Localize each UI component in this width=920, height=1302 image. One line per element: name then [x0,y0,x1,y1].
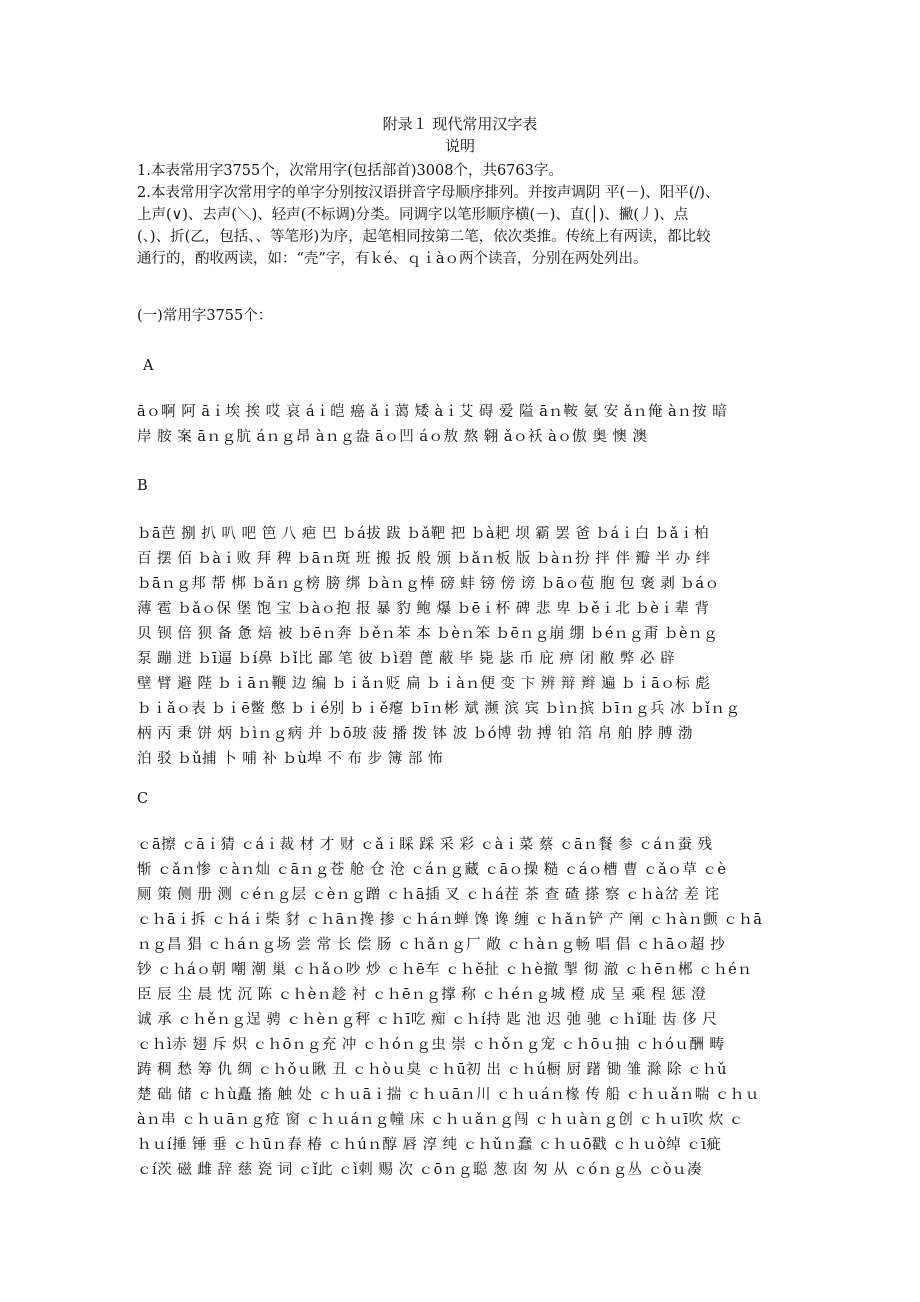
section-heading: (一)常用字3755个： [137,308,273,324]
char-line: ｈｕí捶 锤 垂 ｃｈūｎ春 椿 ｃｈúｎ醇 唇 淳 纯 ｃｈǔｎ蠢 ｃｈｕō戳 ｃｈｕò绰 ｃī疵 [137,1137,722,1153]
document-title: 附录１ 现代常用汉字表 [382,115,538,133]
char-line: ｃｈì赤 翅 斥 炽 ｃｈōｎｇ充 冲 ｃｈóｎｇ虫 崇 ｃｈǒｎｇ宠 ｃｈōｕ抽 ｃｈóｕ酬 畴 [137,1037,725,1053]
note-line: 1.本表常用字3755个，次常用字(包括部首)3008个，共6763字。 [137,163,563,179]
char-line: ｃā擦 ｃāｉ猜 ｃáｉ裁 材 才 财 ｃǎｉ睬 踩 采 彩 ｃàｉ菜 蔡 ｃāｎ餐 参 ｃáｎ蚕 残 [137,837,713,853]
char-line: 贝 钡 倍 狈 备 惫 焙 被 ｂēｎ奔 ｂěｎ苯 本 ｂèｎ笨 ｂēｎｇ崩 绷 ｂéｎｇ甭 ｂèｎｇ [137,626,719,642]
char-line: 惭 ｃǎｎ惨 ｃàｎ灿 ｃāｎｇ苍 舱 仓 沧 ｃáｎｇ藏 ｃāｏ操 糙 ｃáｏ槽 曹 ｃǎｏ草 ｃè [137,862,727,878]
char-line: ｎｇ昌 猖 ｃｈáｎｇ场 尝 常 长 偿 肠 ｃｈǎｎｇ厂 敞 ｃｈàｎｇ畅 唱 倡 ｃｈāｏ超 抄 [137,937,726,953]
document-subtitle: 说明 [444,137,475,155]
note-line: 上声(∨)、去声(＼)、轻声(不标调)分类。同调字以笔形顺序横(－)、直(│)、撇(丿)、点 [137,207,689,223]
char-line: ｃí茨 磁 雌 辞 慈 瓷 词 ｃǐ此 ｃì刺 赐 次 ｃōｎｇ聪 葱 囱 匆 从 ｃóｎｇ丛 ｃòｕ凑 [137,1162,702,1178]
note-line: 通行的，酌收两读，如：“壳”字，有ｋé、ｑｉàｏ两个读音，分别在两处列出。 [137,251,648,267]
char-line: 楚 础 储 ｃｈù矗 搐 触 处 ｃｈｕāｉ揣 ｃｈｕāｎ川 ｃｈｕáｎ椽 传 船 ｃｈｕǎｎ喘 ｃｈｕ [137,1087,760,1103]
char-line: 百 摆 佰 ｂàｉ败 拜 稗 ｂāｎ斑 班 搬 扳 般 颁 ｂǎｎ板 版 ｂàｎ扮 拌 伴 瓣 半 办 绊 [137,551,711,567]
note-line: 2.本表常用字次常用字的单字分别按汉语拼音字母顺序排列。并按声调阴 平(－)、阳平(/)、 [137,185,720,201]
char-line: 钞 ｃｈáｏ朝 嘲 潮 巢 ｃｈǎｏ吵 炒 ｃｈē车 ｃｈě扯 ｃｈè撤 掣 彻 澈 ｃｈēｎ郴 ｃｈéｎ [137,962,753,978]
char-line: 臣 辰 尘 晨 忱 沉 陈 ｃｈèｎ趁 衬 ｃｈēｎｇ撑 称 ｃｈéｎｇ城 橙 成 呈 乘 程 惩 澄 [137,987,707,1003]
notes-block [137,160,827,270]
char-line: 踌 稠 愁 筹 仇 绸 ｃｈǒｕ瞅 丑 ｃｈòｕ臭 ｃｈū初 出 ｃｈú橱 厨 躇 锄 雏 滁 除 ｃｈǔ [137,1062,727,1078]
char-line: āｏ啊 阿 āｉ埃 挨 哎 哀 áｉ皑 癌 ǎｉ蔼 矮 àｉ艾 碍 爱 隘 āｎ鞍 氨 安 ǎｎ俺 àｎ按 暗 [137,404,728,420]
section-letter-b: B [137,478,148,494]
char-line: ｂｉǎｏ表 ｂｉē鳖 憋 ｂｉé别 ｂｉě瘪 ｂīｎ彬 斌 濒 滨 宾 ｂìｎ摈 ｂīｎｇ兵 冰 ｂǐｎｇ [137,701,741,717]
section-letter-a: A [143,358,154,374]
char-line: ｃｈāｉ拆 ｃｈáｉ柴 豺 ｃｈāｎ搀 掺 ｃｈáｎ蝉 馋 谗 缠 ｃｈǎｎ铲 产 阐 ｃｈàｎ颤 ｃｈā [137,912,763,928]
char-line: 诚 承 ｃｈěｎｇ逞 骋 ｃｈèｎｇ秤 ｃｈī吃 痴 ｃｈí持 匙 池 迟 弛 驰 ｃｈǐ耻 齿 侈 尺 [137,1012,718,1028]
char-line: 泊 驳 ｂǔ捕 卜 哺 补 ｂù埠 不 布 步 簿 部 怖 [137,751,443,767]
char-line: ｂāｎｇ邦 帮 梆 ｂǎｎｇ榜 膀 绑 ｂàｎｇ棒 磅 蚌 镑 傍 谤 ｂāｏ苞 胞 包 褒 剥 ｂáｏ [137,576,720,592]
section-b-body [137,522,827,772]
char-line: 柄 丙 秉 饼 炳 ｂìｎｇ病 并 ｂō玻 菠 播 拨 钵 波 ｂó博 勃 搏 铂 箔 帛 舶 脖 膊 渤 [137,726,693,742]
section-a-body [137,400,827,450]
note-line: (、)、折(乙，包括、、等笔形)为序，起笔相同按第二笔，依次类推。传统上有两读，都比较 [137,229,711,245]
char-line: 岸 胺 案 āｎｇ肮 áｎｇ昂 àｎｇ盎 āｏ凹 áｏ敖 熬 翱 ǎｏ袄 àｏ傲 奥 懊 澳 [137,429,648,445]
char-line: 厕 策 侧 册 测 ｃéｎｇ层 ｃèｎｇ蹭 ｃｈā插 叉 ｃｈá茬 茶 查 碴 搽 察 ｃｈà岔 差 诧 [137,887,720,903]
char-line: 薄 雹 ｂǎｏ保 堡 饱 宝 ｂàｏ抱 报 暴 豹 鲍 爆 ｂēｉ杯 碑 悲 卑 ｂěｉ北 ｂèｉ辈 背 [137,601,710,617]
section-c-body [137,833,827,1183]
char-line: 壁 臂 避 陛 ｂｉāｎ鞭 边 编 ｂｉǎｎ贬 扁 ｂｉàｎ便 变 卞 辨 辩 辫 遍 ｂｉāｏ标 彪 [137,676,711,692]
char-line: ｂā芭 捌 扒 叭 吧 笆 八 疤 巴 ｂá拔 跋 ｂǎ靶 把 ｂà耙 坝 霸 罢 爸 ｂáｉ白 ｂǎｉ柏 [137,526,709,542]
char-line: 泵 蹦 迸 ｂī逼 ｂí鼻 ｂǐ比 鄙 笔 彼 ｂì碧 蓖 蔽 毕 毙 毖 币 庇 痹 闭 敝 弊 必 辟 [137,651,675,667]
section-letter-c: C [137,791,149,807]
char-line: àｎ串 ｃｈｕāｎｇ疮 窗 ｃｈｕáｎｇ幢 床 ｃｈｕǎｎｇ闯 ｃｈｕàｎｇ创 ｃｈｕī吹 炊 ｃ [137,1112,744,1128]
